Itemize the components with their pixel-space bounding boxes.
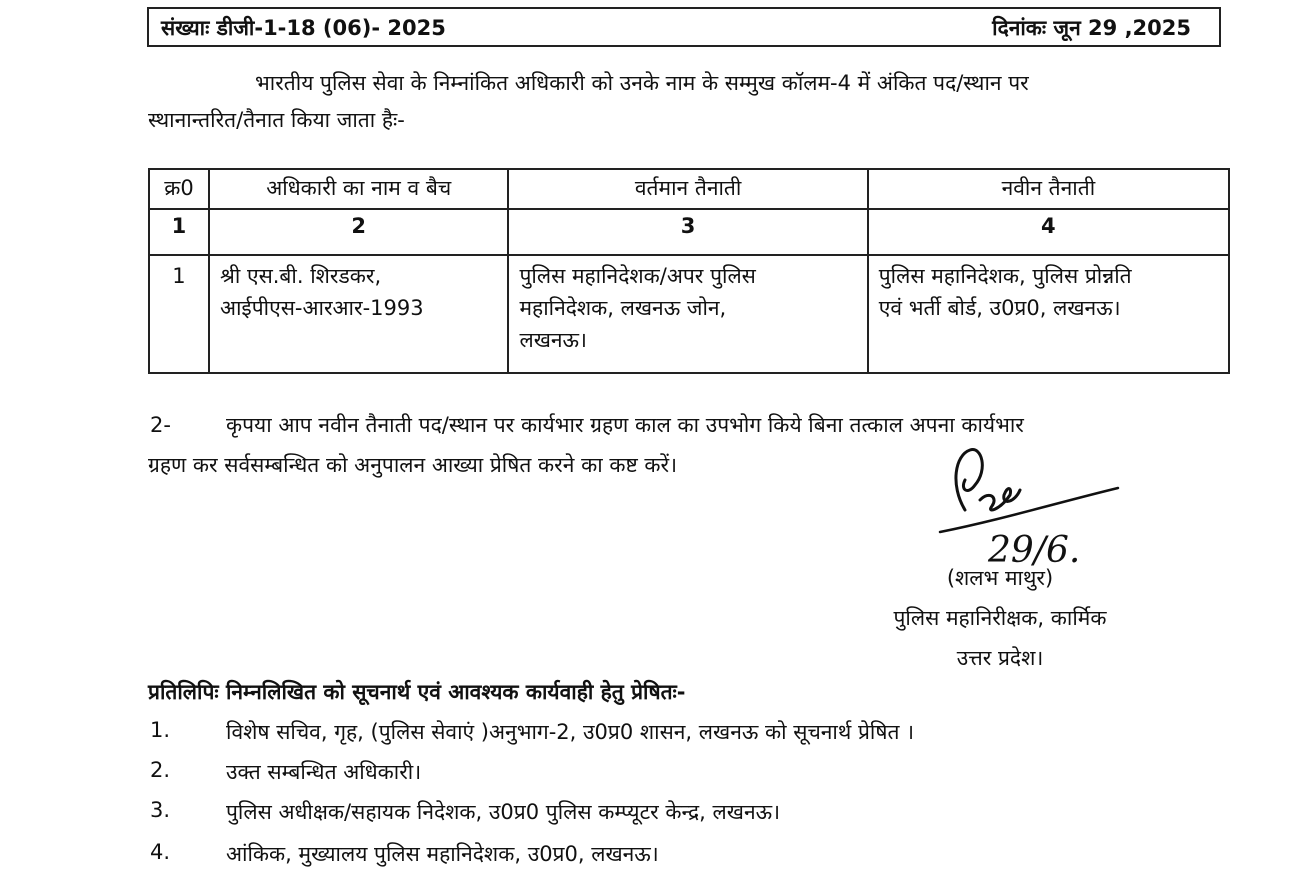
copy-to-heading: प्रतिलिपिः निम्नलिखित को सूचनार्थ एवं आवश्यक कार्यवाही हेतु प्रेषितः- xyxy=(148,680,686,704)
reference-box xyxy=(147,7,1221,47)
row-serial: 1 xyxy=(149,255,209,373)
signatory-state: उत्तर प्रदेश। xyxy=(956,646,1044,670)
order-date: दिनांकः जून 29 ,2025 xyxy=(992,16,1191,40)
column-number: 4 xyxy=(868,209,1229,255)
copy-item-text: उक्त सम्बन्धित अधिकारी। xyxy=(226,760,422,784)
officer-batch: आईपीएस-आरआर-1993 xyxy=(219,296,424,320)
header-new-posting: नवीन तैनाती xyxy=(868,169,1229,209)
transfer-table xyxy=(148,168,1230,374)
signatory-designation: पुलिस महानिरीक्षक, कार्मिक xyxy=(893,606,1107,630)
intro-line-1: भारतीय पुलिस सेवा के निम्नांकित अधिकारी को उनके नाम के सम्मुख कॉलम-4 में अंकित पद/स्थान पर xyxy=(255,71,1029,95)
current-posting-line: महानिदेशक, लखनऊ जोन, xyxy=(519,296,727,320)
header-serial: क्र0 xyxy=(149,169,209,209)
intro-line-2: स्थानान्तरित/तैनात किया जाता हैः- xyxy=(148,108,405,132)
copy-item-number: 1. xyxy=(150,718,171,742)
copy-item-text: आंकिक, मुख्यालय पुलिस महानिदेशक, उ0प्र0, लखनऊ। xyxy=(226,842,659,866)
copy-item-number: 2. xyxy=(150,758,171,782)
table-header-row xyxy=(149,169,1229,209)
column-number-row xyxy=(149,209,1229,255)
new-posting-cell xyxy=(868,255,1229,373)
new-posting-line: पुलिस महानिदेशक, पुलिस प्रोन्नति xyxy=(878,264,1132,288)
para2-number: 2- xyxy=(150,413,171,437)
officer-name: श्री एस.बी. शिरडकर, xyxy=(219,264,382,288)
signatory-name: (शलभ माथुर) xyxy=(946,566,1054,590)
column-number: 1 xyxy=(149,209,209,255)
officer-cell xyxy=(209,255,509,373)
header-current-posting: वर्तमान तैनाती xyxy=(508,169,867,209)
signature-mark xyxy=(920,440,1140,570)
signature-underline xyxy=(940,488,1118,532)
handwritten-date: 29/6. xyxy=(988,530,1081,570)
new-posting-line: एवं भर्ती बोर्ड, उ0प्र0, लखनऊ। xyxy=(878,296,1121,320)
header-officer-name: अधिकारी का नाम व बैच xyxy=(209,169,509,209)
copy-item-text: पुलिस अधीक्षक/सहायक निदेशक, उ0प्र0 पुलिस कम्प्यूटर केन्द्र, लखनऊ। xyxy=(226,800,781,824)
copy-item-number: 4. xyxy=(150,840,171,864)
current-posting-cell xyxy=(508,255,867,373)
column-number: 3 xyxy=(508,209,867,255)
current-posting-line: पुलिस महानिदेशक/अपर पुलिस xyxy=(519,264,756,288)
current-posting-line: लखनऊ। xyxy=(519,328,587,352)
signature-stroke xyxy=(980,489,1020,510)
table-row xyxy=(149,255,1229,373)
copy-item-text: विशेष सचिव, गृह, (पुलिस सेवाएं )अनुभाग-2, उ0प्र0 शासन, लखनऊ को सूचनार्थ प्रेषित । xyxy=(226,720,915,744)
copy-item-number: 3. xyxy=(150,798,171,822)
signature-stroke xyxy=(956,450,982,510)
para2-line-1: कृपया आप नवीन तैनाती पद/स्थान पर कार्यभार ग्रहण काल का उपभोग किये बिना तत्काल अपना कार्यभार xyxy=(226,413,1024,437)
column-number: 2 xyxy=(209,209,509,255)
para2-line-2: ग्रहण कर सर्वसम्बन्धित को अनुपालन आख्या प्रेषित करने का कष्ट करें। xyxy=(148,453,678,477)
reference-number: संख्याः डीजी-1-18 (06)- 2025 xyxy=(161,16,446,40)
signature-block xyxy=(870,558,1130,678)
